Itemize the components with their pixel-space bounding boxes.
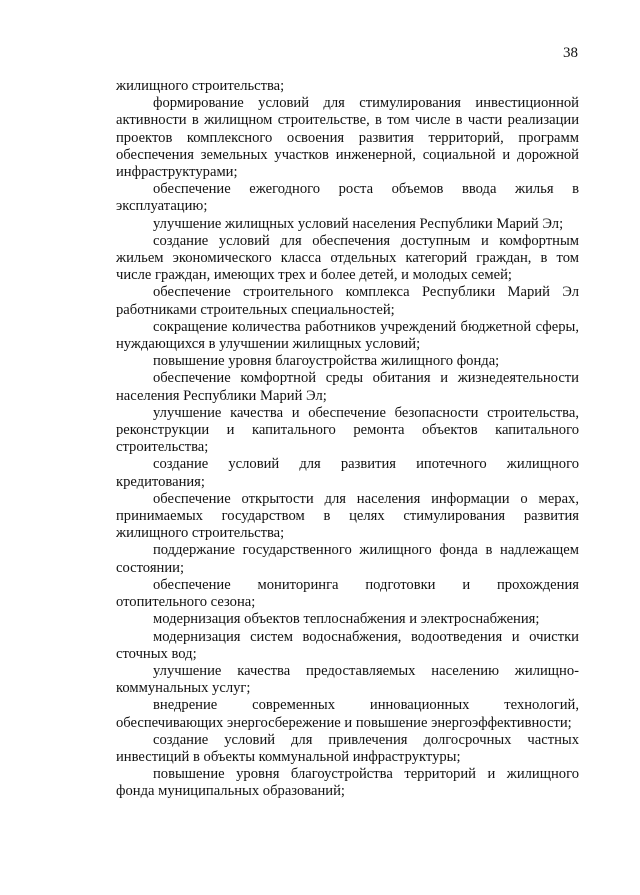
- paragraph: создание условий для развития ипотечного жилищного кредитования;: [116, 456, 579, 490]
- paragraph: улучшение качества предоставляемых населению жилищно-коммунальных услуг;: [116, 662, 579, 697]
- paragraph: внедрение современных инновационных технологий, обеспечивающих энергосбережение и повышение энергоэффективности;: [116, 697, 579, 731]
- paragraph: улучшение качества и обеспечение безопасности строительства, реконструкции и капитального ремонта объектов капитального строительства;: [116, 404, 579, 456]
- paragraph: обеспечение комфортной среды обитания и жизнедеятельности населения Республики Марий Эл;: [116, 370, 579, 404]
- page-number: 38: [563, 45, 578, 61]
- paragraph: создание условий для обеспечения доступным и комфортным жильем экономического класса отдельных категорий граждан, в том числе граждан, имеющих трех и более детей, и молодых семей;: [116, 232, 579, 284]
- paragraph: обеспечение ежегодного роста объемов ввода жилья в эксплуатацию;: [116, 181, 579, 215]
- paragraph: улучшение жилищных условий населения Республики Марий Эл;: [153, 215, 564, 232]
- paragraph: повышение уровня благоустройства жилищного фонда;: [153, 353, 500, 370]
- paragraph: поддержание государственного жилищного фонда в надлежащем состоянии;: [116, 542, 579, 576]
- paragraph: повышение уровня благоустройства территорий и жилищного фонда муниципальных образований;: [116, 766, 579, 800]
- paragraph: формирование условий для стимулирования инвестиционной активности в жилищном строительстве, в том числе в части реализации проектов комплексного освоения развития территорий, программ обеспечения земельных участков инженерной, социальной и дорожной инфраструктурами;: [116, 95, 579, 181]
- paragraph: модернизация объектов теплоснабжения и электроснабжения;: [153, 611, 540, 628]
- paragraph: обеспечение мониторинга подготовки и прохождения отопительного сезона;: [116, 576, 579, 611]
- paragraph: сокращение количества работников учреждений бюджетной сферы, нуждающихся в улучшении жилищных условий;: [116, 318, 579, 353]
- paragraph: обеспечение открытости для населения информации о мерах, принимаемых государством в целях стимулирования развития жилищного строительства;: [116, 490, 579, 542]
- paragraph: модернизация систем водоснабжения, водоотведения и очистки сточных вод;: [116, 628, 579, 662]
- paragraph: создание условий для привлечения долгосрочных частных инвестиций в объекты коммунальной инфраструктуры;: [116, 731, 579, 765]
- paragraph: обеспечение строительного комплекса Республики Марий Эл работниками строительных специальностей;: [116, 284, 579, 318]
- paragraph: жилищного строительства;: [116, 78, 285, 94]
- document-body: [116, 78, 579, 801]
